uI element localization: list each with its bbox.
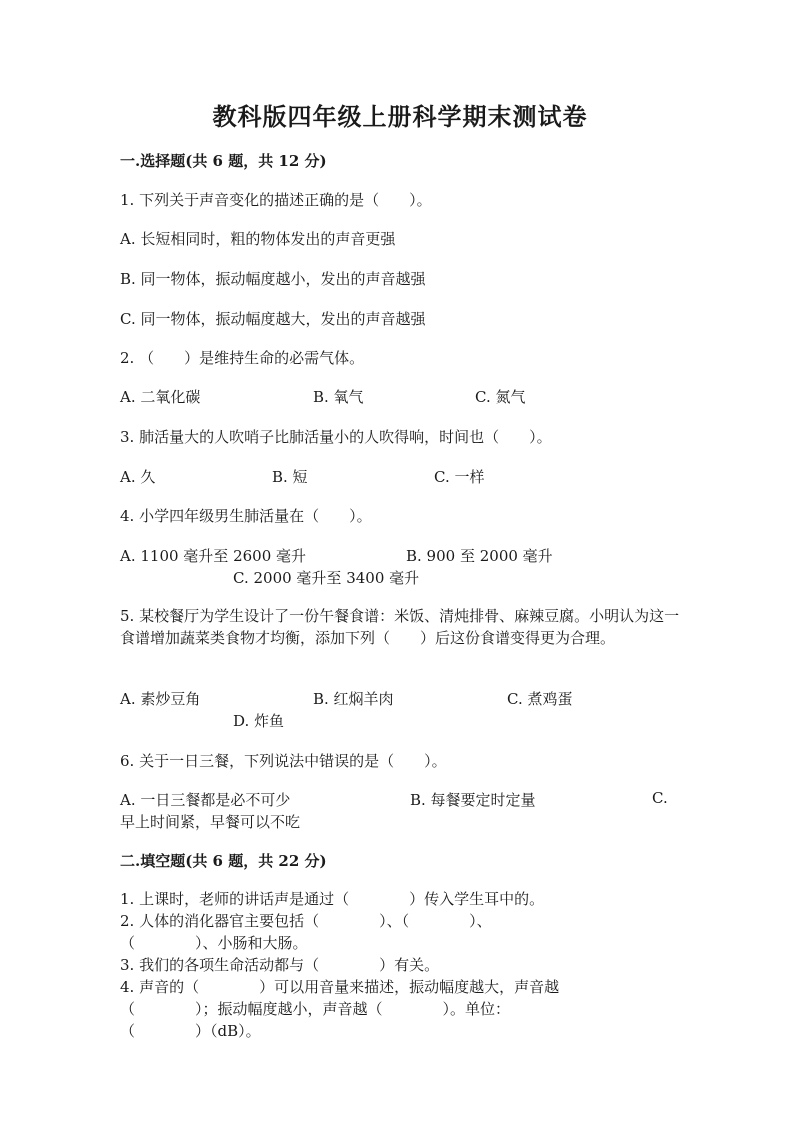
question-3-option-b: B. 短 xyxy=(272,468,308,486)
question-5-option-b: B. 红焖羊肉 xyxy=(313,690,394,708)
question-4-option-a: A. 1100 毫升至 2600 毫升 xyxy=(120,547,307,565)
question-1-option-b: B. 同一物体，振动幅度越小，发出的声音越强 xyxy=(120,270,426,288)
question-5-option-c: C. 煮鸡蛋 xyxy=(507,690,573,708)
question-6-option-a: A. 一日三餐都是必不可少 xyxy=(120,791,291,809)
question-1-option-a: A. 长短相同时，粗的物体发出的声音更强 xyxy=(120,230,396,248)
question-2-option-a: A. 二氧化碳 xyxy=(120,388,201,406)
question-2-option-c: C. 氮气 xyxy=(475,388,526,406)
question-1-stem: 1. 下列关于声音变化的描述正确的是（ ）。 xyxy=(120,191,432,209)
fill-line-6: （ ）；振动幅度越小，声音越（ ）。单位： xyxy=(120,1000,511,1018)
question-1-option-c: C. 同一物体，振动幅度越大，发出的声音越强 xyxy=(120,310,426,328)
question-5-option-a: A. 素炒豆角 xyxy=(120,690,201,708)
question-2-stem: 2. （ ）是维持生命的必需气体。 xyxy=(120,349,365,367)
question-4-stem: 4. 小学四年级男生肺活量在（ ）。 xyxy=(120,507,372,525)
fill-line-2: 2. 人体的消化器官主要包括（ ）、（ ）、 xyxy=(120,912,492,930)
question-3-stem: 3. 肺活量大的人吹哨子比肺活量小的人吹得响，时间也（ ）。 xyxy=(120,428,552,446)
question-6-option-c-label: C. xyxy=(652,789,668,807)
fill-line-3: （ ）、小肠和大肠。 xyxy=(120,934,308,952)
question-3-option-c: C. 一样 xyxy=(434,468,485,486)
question-6-option-b: B. 每餐要定时定量 xyxy=(410,791,536,809)
question-4-option-b: B. 900 至 2000 毫升 xyxy=(406,547,553,565)
question-5-option-d: D. 炸鱼 xyxy=(233,712,285,730)
fill-line-5: 4. 声音的（ ）可以用音量来描述，振动幅度越大，声音越 xyxy=(120,978,560,996)
question-2-option-b: B. 氧气 xyxy=(313,388,364,406)
question-6-stem: 6. 关于一日三餐，下列说法中错误的是（ ）。 xyxy=(120,752,447,770)
question-3-option-a: A. 久 xyxy=(120,468,156,486)
fill-line-7: （ ）（dB）。 xyxy=(120,1022,261,1040)
section-heading-fill: 二.填空题(共 6 题，共 22 分) xyxy=(120,852,327,870)
question-4-option-c: C. 2000 毫升至 3400 毫升 xyxy=(233,569,420,587)
question-6-option-c-text: 早上时间紧，早餐可以不吃 xyxy=(120,813,301,831)
question-5-stem: 5. 某校餐厅为学生设计了一份午餐食谱：米饭、清炖排骨、麻辣豆腐。小明认为这一食谱增加蔬菜类食物才均衡，添加下列（ ）后这份食谱变得更为合理。 xyxy=(120,607,680,647)
page-title: 教科版四年级上册科学期末测试卷 xyxy=(212,102,588,131)
fill-line-1: 1. 上课时，老师的讲话声是通过（ ）传入学生耳中的。 xyxy=(120,890,545,908)
fill-line-4: 3. 我们的各项生命活动都与（ ）有关。 xyxy=(120,956,440,974)
section-heading-choice: 一.选择题(共 6 题，共 12 分) xyxy=(120,152,327,170)
